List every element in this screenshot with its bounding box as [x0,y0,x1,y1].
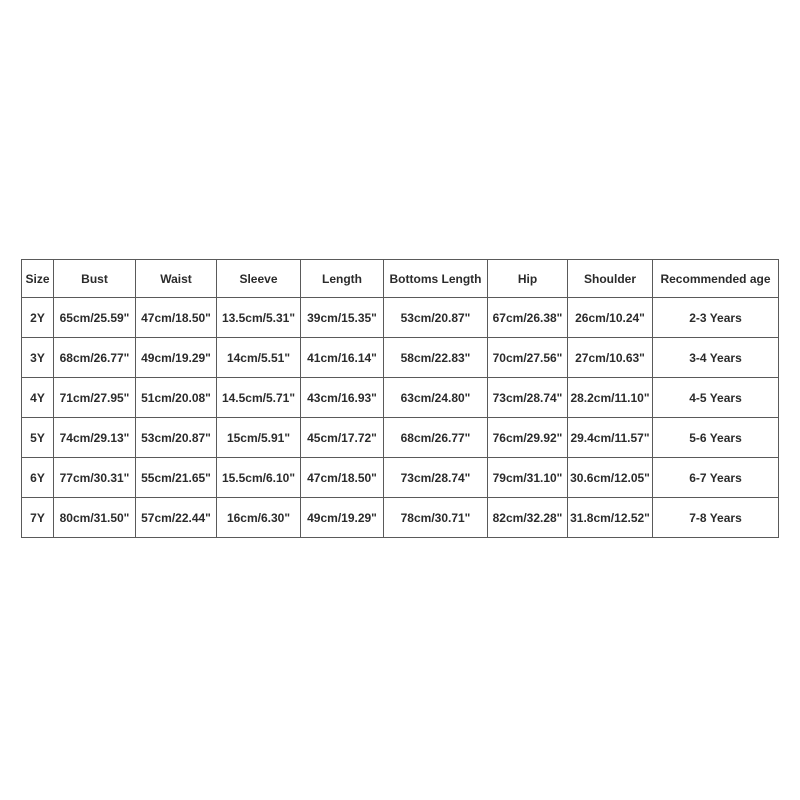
table-row [22,298,779,338]
table-row [22,378,779,418]
table-cell: 26cm/10.24" [568,298,653,338]
table-cell: 2-3 Years [653,298,779,338]
table-cell: 29.4cm/11.57" [568,418,653,458]
table-cell: 30.6cm/12.05" [568,458,653,498]
column-header: Length [301,260,384,298]
table-cell: 14cm/5.51" [217,338,301,378]
table-cell: 70cm/27.56" [488,338,568,378]
table-row [22,458,779,498]
table-cell: 15cm/5.91" [217,418,301,458]
table-cell: 80cm/31.50" [54,498,136,538]
column-header: Waist [136,260,217,298]
table-cell: 3Y [22,338,54,378]
table-header [22,260,779,298]
table-cell: 74cm/29.13" [54,418,136,458]
table-cell: 41cm/16.14" [301,338,384,378]
table-cell: 4-5 Years [653,378,779,418]
table-cell: 68cm/26.77" [54,338,136,378]
table-cell: 4Y [22,378,54,418]
table-cell: 3-4 Years [653,338,779,378]
table-cell: 65cm/25.59" [54,298,136,338]
table-cell: 49cm/19.29" [301,498,384,538]
column-header: Shoulder [568,260,653,298]
table-cell: 49cm/19.29" [136,338,217,378]
table-cell: 53cm/20.87" [136,418,217,458]
table-cell: 55cm/21.65" [136,458,217,498]
table-cell: 6-7 Years [653,458,779,498]
table-cell: 47cm/18.50" [301,458,384,498]
table-row [22,498,779,538]
table-cell: 31.8cm/12.52" [568,498,653,538]
table-cell: 16cm/6.30" [217,498,301,538]
table-cell: 43cm/16.93" [301,378,384,418]
column-header: Bust [54,260,136,298]
size-chart [21,259,778,538]
table-cell: 73cm/28.74" [488,378,568,418]
table-cell: 82cm/32.28" [488,498,568,538]
header-row [22,260,779,298]
table-cell: 63cm/24.80" [384,378,488,418]
table-cell: 45cm/17.72" [301,418,384,458]
table-cell: 28.2cm/11.10" [568,378,653,418]
size-chart-table [21,259,779,538]
table-cell: 68cm/26.77" [384,418,488,458]
table-cell: 58cm/22.83" [384,338,488,378]
table-cell: 14.5cm/5.71" [217,378,301,418]
table-cell: 15.5cm/6.10" [217,458,301,498]
table-cell: 7-8 Years [653,498,779,538]
table-cell: 57cm/22.44" [136,498,217,538]
table-cell: 79cm/31.10" [488,458,568,498]
column-header: Sleeve [217,260,301,298]
column-header: Bottoms Length [384,260,488,298]
table-cell: 76cm/29.92" [488,418,568,458]
table-cell: 47cm/18.50" [136,298,217,338]
table-cell: 7Y [22,498,54,538]
table-cell: 5-6 Years [653,418,779,458]
table-cell: 51cm/20.08" [136,378,217,418]
table-cell: 13.5cm/5.31" [217,298,301,338]
table-cell: 71cm/27.95" [54,378,136,418]
table-cell: 67cm/26.38" [488,298,568,338]
table-cell: 2Y [22,298,54,338]
table-cell: 5Y [22,418,54,458]
table-row [22,338,779,378]
table-body [22,298,779,538]
table-cell: 78cm/30.71" [384,498,488,538]
table-cell: 77cm/30.31" [54,458,136,498]
table-cell: 39cm/15.35" [301,298,384,338]
table-cell: 27cm/10.63" [568,338,653,378]
table-row [22,418,779,458]
column-header: Recommended age [653,260,779,298]
table-cell: 53cm/20.87" [384,298,488,338]
table-cell: 6Y [22,458,54,498]
table-cell: 73cm/28.74" [384,458,488,498]
column-header: Size [22,260,54,298]
column-header: Hip [488,260,568,298]
